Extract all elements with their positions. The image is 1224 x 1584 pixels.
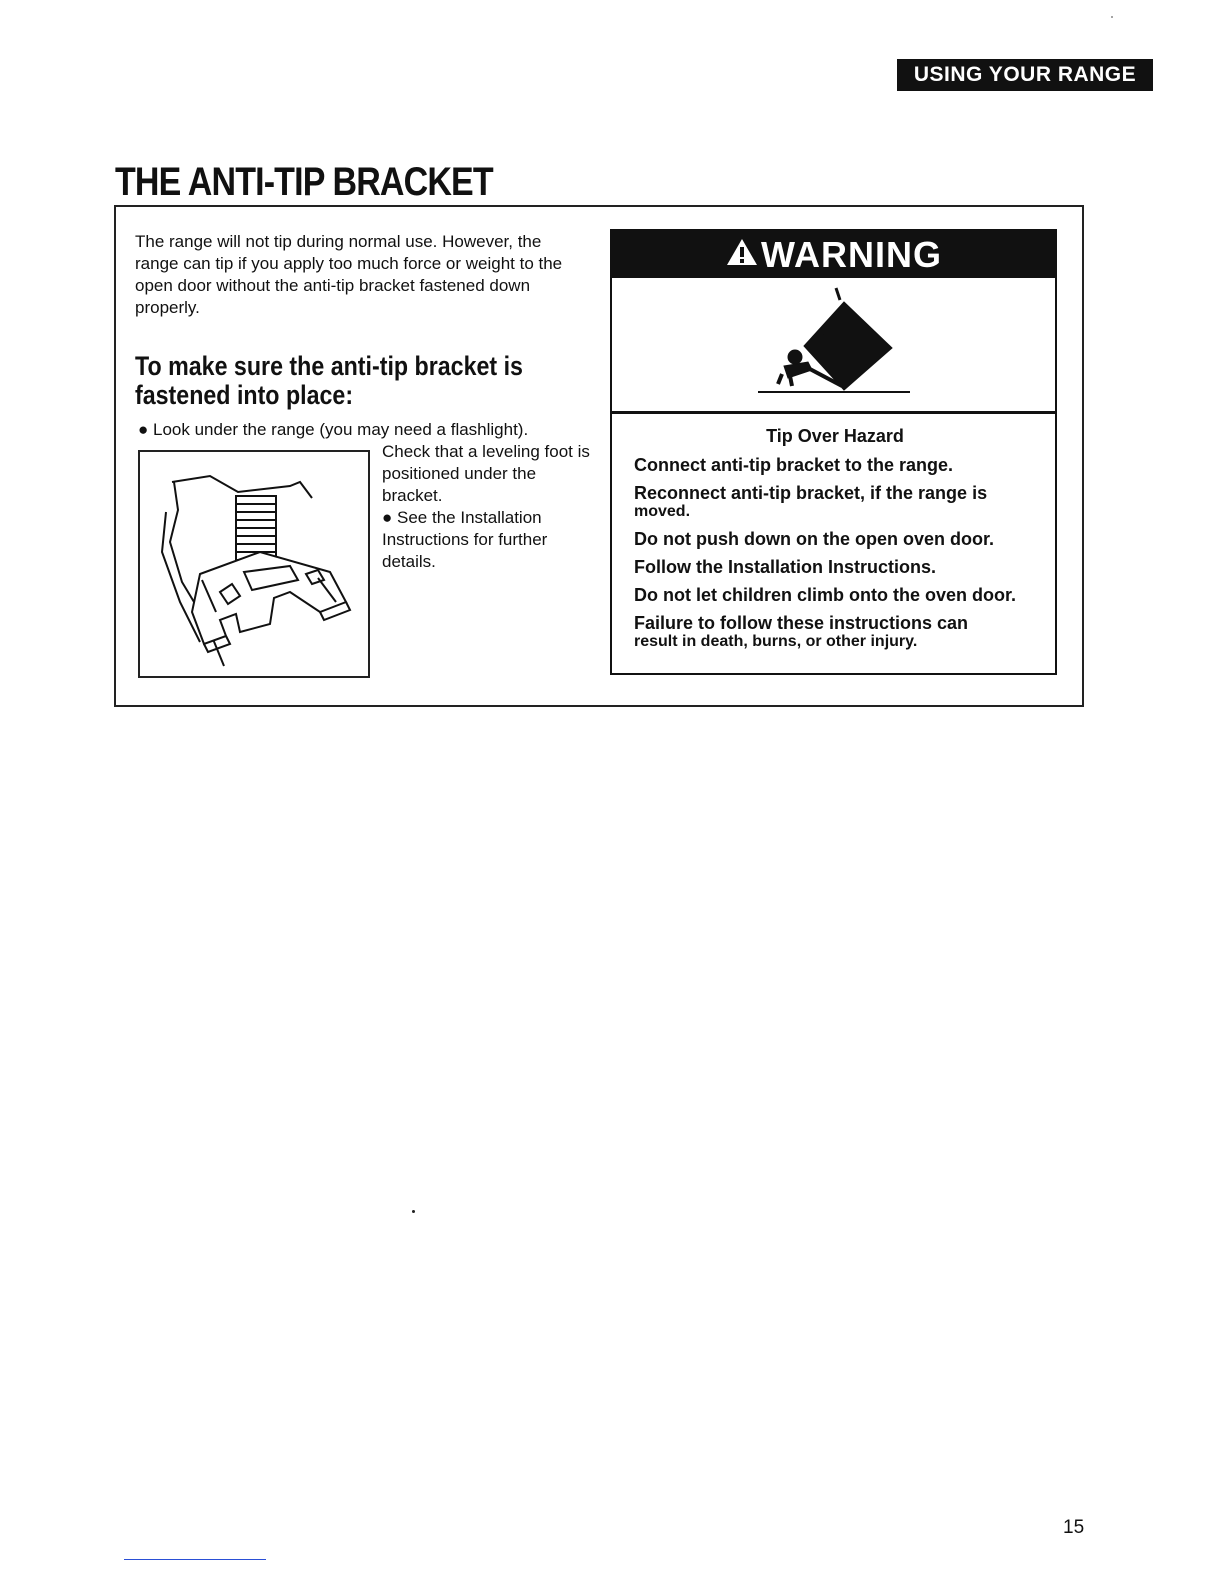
link-underline (124, 1559, 266, 1560)
anti-tip-bracket-illustration (138, 450, 370, 678)
warning-line: Reconnect anti-tip bracket, if the range is (634, 483, 988, 503)
warning-triangle-icon (725, 234, 759, 276)
instruction-bullet-2-text: See the Installation Instructions for further details. (382, 508, 548, 571)
scan-speck (412, 1210, 415, 1213)
warning-divider (612, 411, 1055, 414)
bracket-drawing-icon (140, 452, 368, 676)
warning-line: Do not let children climb onto the oven door. (634, 585, 1017, 605)
bullet-icon: ● (382, 508, 393, 527)
instruction-bullet-1-text: Look under the range (you may need a flashlight). (153, 420, 529, 439)
warning-line: Failure to follow these instructions can (634, 613, 969, 633)
tip-over-pictogram (612, 278, 1055, 410)
section-header-tab: USING YOUR RANGE (897, 59, 1153, 91)
warning-label: WARNING (761, 233, 942, 275)
warning-content (634, 426, 1054, 658)
instruction-bullet-1-continued: Check that a leveling foot is positioned under the bracket. (382, 442, 590, 505)
subheading: To make sure the anti-tip bracket is fastened into place: (135, 351, 523, 410)
warning-line: Connect anti-tip bracket to the range. (634, 455, 954, 475)
warning-line: moved. (634, 503, 691, 520)
page-number: 15 (1063, 1517, 1085, 1538)
warning-line: Do not push down on the open oven door. (634, 529, 994, 549)
warning-line: Follow the Installation Instructions. (634, 557, 937, 577)
instruction-bullet-1 (138, 419, 528, 441)
warning-line: result in death, burns, or other injury. (634, 633, 918, 650)
tipping-range-icon (612, 278, 1055, 410)
warning-header (612, 231, 1055, 278)
warning-box (610, 229, 1057, 675)
hazard-title: Tip Over Hazard (766, 426, 904, 446)
bullet-icon: ● (138, 420, 149, 439)
scan-speck (1111, 16, 1113, 18)
page-title: THE ANTI-TIP BRACKET (115, 160, 493, 204)
intro-paragraph: The range will not tip during normal use. However, the range can tip if you apply too much force or weight to the open door without the anti-tip bracket fastened down properly. (135, 232, 563, 317)
instruction-side-text (382, 441, 592, 573)
